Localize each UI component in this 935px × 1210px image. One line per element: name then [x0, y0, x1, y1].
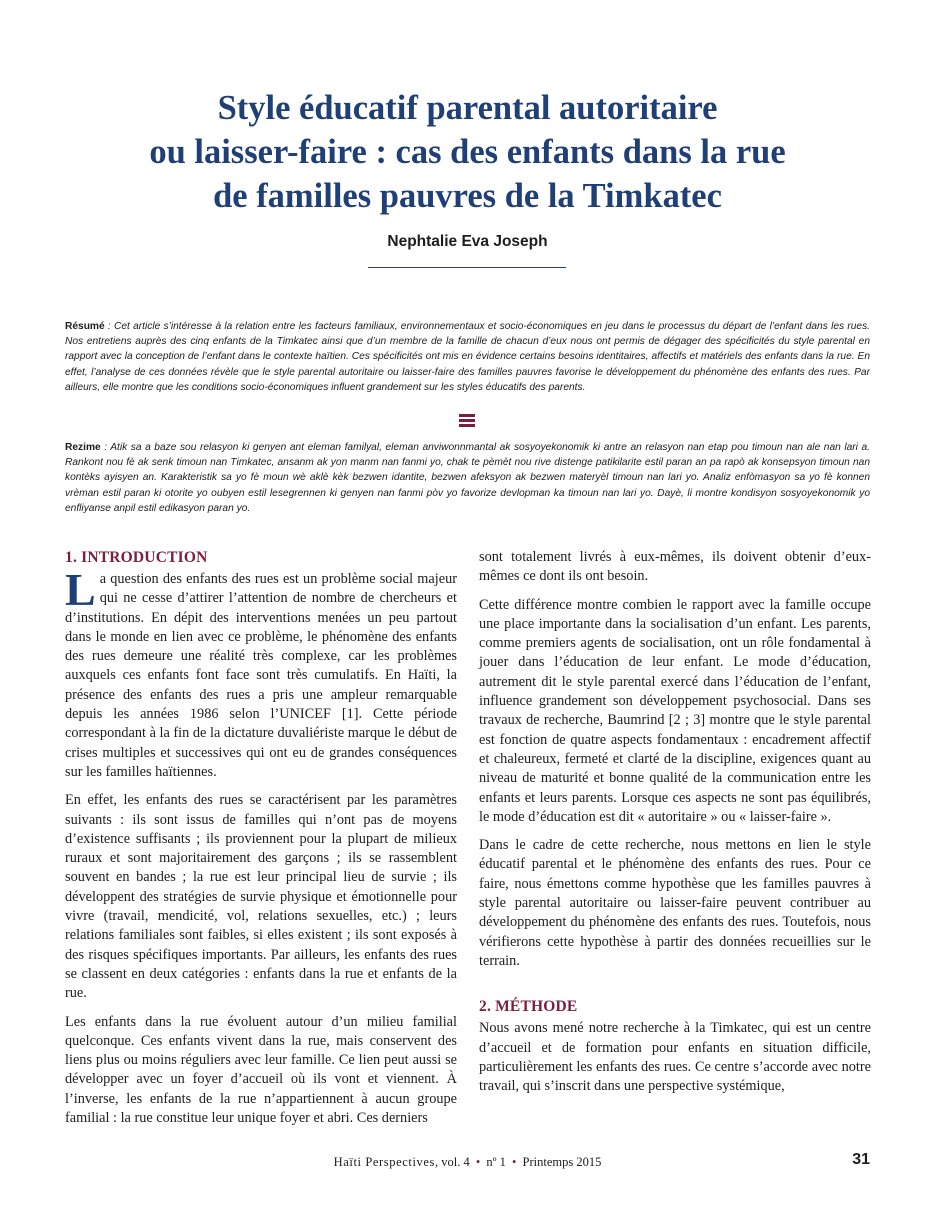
journal-season: Printemps 2015 — [522, 1155, 602, 1169]
author-name: Nephtalie Eva Joseph — [387, 233, 548, 250]
journal-name: Haïti Perspectives — [333, 1155, 436, 1169]
abstract-french-label: Résumé — [65, 321, 105, 332]
intro-paragraph-1-text: a question des enfants des rues est un problème social majeur qui ne cesse d’attirer l’attention de nombre de chercheurs et d’institutions. En dépit des interventions menées un peu partout dans le monde en lien avec ce problème, le phénomène des enfants des rues demeure une réalité très complexe, car les problèmes auxquels ces enfants font face sont très cumulatifs. En Haïti, la présence des enfants des rues a pris une ampleur remarquable depuis les années 1986 selon l’UNICEF [1]. Cette période correspondant à la fin de la dictature duvaliériste marque le début de crises multiples et successives qui ont eu de grandes conséquences sur les familles haïtiennes. — [65, 571, 457, 780]
intro-paragraph-5: Dans le cadre de cette recherche, nous mettons en lien le style éducatif parental et le phénomène des enfants des rues. Pour ce faire, nous émettons comme hypothèse que les familles pauvres à style parental autoritaire ou laisser-faire peuvent contribuer au développement du phénomène des enfants des rues. Toutefois, nous vérifierons cette hypothèse à partir des données recueillies sur le terrain. — [479, 837, 871, 969]
abstract-french-text: : Cet article s’intéresse à la relation entre les facteurs familiaux, environnementaux et socio-économiques en jeu dans le processus du départ de l’enfant dans les rues. Nos entretiens auprès des cinq enfants de la Timkatec ainsi que d’un membre de la famille de chacun d’eux nous ont permis de dégager des spécificités du style parental en rapport avec la conception de l’enfant dans le contexte haïtien. Ces spécificités ont mis en évidence certains besoins identitaires, affectifs et matériels des enfants dans la rue. En effet, l’analyse de ces données révèle que le style parental autoritaire ou laisser-faire des familles pauvres favorise le développement du phénomène des enfants des rues. Par ailleurs, elle montre que les conditions socio-économiques influent grandement sur les styles éducatifs des parents. — [65, 321, 870, 393]
title-line-3: de familles pauvres de la Timkatec — [213, 177, 722, 215]
column-right — [479, 548, 871, 1105]
intro-paragraph-3-continued: sont totalement livrés à eux-mêmes, ils doivent obtenir d’eux-mêmes ce dont ils ont besoin. — [479, 549, 871, 585]
abstract-creole-text: : Atik sa a baze sou relasyon ki genyen ant eleman familyal, eleman anviwonnmantal ak sosyoyekonomik ki antre an relasyon nan etap pou timoun nan ale nan lari a. Rankont nou fè ak senk timoun nan Timkatec, ansanm ak yon manm nan fanmi yo, chak te pèmèt nou rive distenge patikilarite estil paran an pa rapò ak konsepsyon timoun nan kontèks ayisyen an. Karakteristik sa yo fè moun wè aklè kèk bezwen idantite, bezwen afeksyon ak bezwen materyèl timoun nan lari yo. Analiz enfòmasyon sa yo fè konnen vrèman estil paran ki otorite yo oubyen estil lesegrennen ki genyen nan fanmi pòv yo favorize devlopman ka timoun nan lari yo. Dayè, li montre kondisyon sosyoyekonomik yo enfliyanse anpil estil edikasyon paran yo. — [65, 442, 870, 514]
journal-volume: , vol. 4 — [435, 1155, 470, 1169]
methode-paragraph-1: Nous avons mené notre recherche à la Timkatec, qui est un centre d’accueil et de formation pour enfants en situation difficile, particulièrement les enfants des rues. Ce centre s’accorde avec notre travail, qui s’inscrit dans une perspective systémique, — [479, 1020, 871, 1095]
page-number: 31 — [852, 1151, 870, 1168]
stacked-bars-icon — [459, 414, 475, 428]
abstract-creole — [65, 440, 870, 516]
abstract-creole-label: Rezime — [65, 442, 101, 453]
title-line-2: ou laisser-faire : cas des enfants dans la rue — [149, 133, 786, 171]
section-heading-introduction: 1. INTRODUCTION — [65, 549, 208, 566]
author-divider — [368, 267, 566, 268]
intro-paragraph-4: Cette différence montre combien le rapport avec la famille occupe une place importante dans la socialisation d’un enfant. Les parents, comme premiers agents de socialisation, ont un rôle fondamental à jouer dans l’éducation de leur enfant. Le mode d’éducation, autrement dit le style parental exercé dans l’éducation de l’enfant, influence grandement son développement psychosocial. Dans ses travaux de recherche, Baumrind [2 ; 3] montre que le style parental est fonction de quatre aspects fondamentaux : encadrement affectif et chaleureux, fermeté et clarté de la discipline, exigences quant au niveau de maturité et bonne qualité de la communication entre les enfants et leurs parents. Lorsque ces aspects ne sont pas équilibrés, le mode d’éducation est dit « autoritaire » ou « laisser-faire ». — [479, 596, 871, 825]
article-title — [60, 86, 875, 218]
page-footer — [0, 1155, 935, 1170]
intro-paragraph-1 — [65, 564, 457, 782]
intro-paragraph-3: Les enfants dans la rue évoluent autour d’un milieu familial quelconque. Ces enfants vivent dans la rue, mais conservent des liens plus ou moins réguliers avec leur famille. Ce lien peut aussi se développer avec un foyer d’accueil où ils vont et viennent. À l’inverse, les enfants de la rue n’appartiennent à aucun groupe familial : la rue constitue leur unique foyer et abri. Ces derniers — [65, 1013, 457, 1127]
column-left — [65, 548, 457, 1137]
intro-paragraph-2: En effet, les enfants des rues se caractérisent par les paramètres suivants : ils sont issus de familles qui n’ont pas de moyens d’existence suffisants ; ils proviennent pour la plupart de milieux ruraux et sont majoritairement des garçons ; ils se rassemblent souvent en bandes ; la rue est leur principal lieu de survie ; ils développent des stratégies de survie physique et émotionnelle pour vivre (travail, mendicité, vol, relations sexuelles, etc.) ; leurs relations familiales sont faibles, si elles existent ; ils sont exposés à des risques spécifiques importants. Par ailleurs, les enfants des rues se classent en deux catégories : enfants dans la rue et enfants de la rue. — [65, 792, 457, 1002]
footer-bullet-2: • — [512, 1155, 517, 1169]
drop-cap: L — [65, 564, 96, 615]
abstract-french — [65, 319, 870, 395]
title-line-1: Style éducatif parental autoritaire — [217, 89, 718, 127]
footer-bullet-1: • — [475, 1155, 481, 1169]
section-heading-methode: 2. MÉTHODE — [479, 998, 578, 1016]
journal-issue: nº 1 — [486, 1155, 506, 1169]
